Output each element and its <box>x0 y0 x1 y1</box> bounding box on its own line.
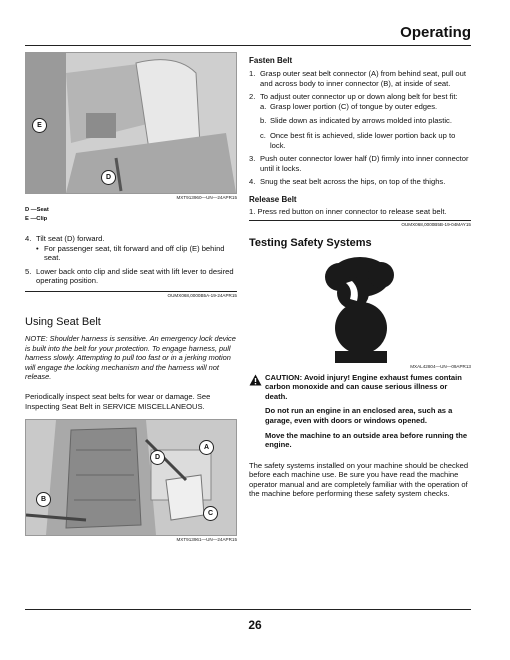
callout-c: C <box>203 506 218 521</box>
callout-a: A <box>199 440 214 455</box>
fasten-step-2: 2. To adjust outer connector up or down along belt for best fit: <box>249 92 458 102</box>
caution-text: Do not run an engine in an enclosed area, such as a garage, even with doors or windows opened. <box>265 406 453 425</box>
heading-fasten-belt: Fasten Belt <box>249 56 293 65</box>
caution-text: CAUTION: Avoid injury! Engine exhaust fumes contain carbon monoxide and can cause serious illness or death. <box>265 372 462 401</box>
fasten-sub-b: b. Slide down as indicated by arrows molded into plastic. <box>260 116 452 126</box>
fasten-step-1: 1. Grasp outer seat belt connector (A) from behind seat, pull out and across body to inner connector (B), at inside of seat. <box>249 69 466 88</box>
callout-b: B <box>36 492 51 507</box>
release-text: 1. Press red button on inner connector to release seat belt. <box>249 206 447 216</box>
figure-id: MXT913960—UN—24APR15 <box>176 195 237 200</box>
section-title-using-seat-belt: Using Seat Belt <box>25 315 101 328</box>
right-column <box>249 52 471 499</box>
callout-d: D <box>101 170 116 185</box>
caution-block <box>249 373 471 455</box>
fasten-sub-c: c. Once best fit is achieved, slide lower portion back up to lock. <box>260 130 456 150</box>
page-title: Operating <box>400 24 471 41</box>
fasten-step-4: 4. Snug the seat belt across the hips, on top of the thighs. <box>249 177 446 187</box>
heading-release-belt: Release Belt <box>249 194 297 204</box>
bullet-passenger-seat: • For passenger seat, tilt forward and off clip (E) behind seat. <box>36 243 225 263</box>
caution-text: Move the machine to an outside area before running the engine. <box>265 430 468 450</box>
exhaust-fumes-warning-icon <box>249 255 471 363</box>
reference-code: OUMX068,0000B5B-19-04MAY15 <box>249 220 471 227</box>
reference-code: OUMX068,0000B5A-19-24APR15 <box>25 291 237 298</box>
title-rule <box>25 45 471 46</box>
page-number: 26 <box>248 618 262 632</box>
note-shoulder-harness: NOTE: Shoulder harness is sensitive. An emergency lock device is built into the belt for your protection. To engage harness, pull harness slowly. Attempting to pull too fast or in a jerking motion will engage the locking mechanism and the harness will not release. <box>25 333 236 382</box>
callout-d: D <box>150 450 165 465</box>
section-title-testing-safety-systems: Testing Safety Systems <box>249 236 372 249</box>
closing-text: The safety systems installed on your machine should be checked before each machine use. Be sure you have read the machine operator manual and are completely familiar with the operation of the machine before performing these safety system checks. <box>249 460 469 499</box>
inspect-text: Periodically inspect seat belts for wear or damage. See Inspecting Seat Belt in SERVICE MISCELLANEOUS. <box>25 391 211 411</box>
bottom-rule <box>25 609 471 610</box>
figure-id: MXAL42804—UN—09APR13 <box>410 363 471 369</box>
seat-clip-photo <box>25 52 237 194</box>
step-4: 4. Tilt seat (D) forward. <box>25 234 105 243</box>
legend-clip: E —Clip <box>25 216 48 222</box>
figure-id: MXT913961—UN—24APR15 <box>176 537 237 543</box>
seat-belt-photo <box>25 419 237 536</box>
callout-e: E <box>32 118 47 133</box>
legend-seat: D —Seat <box>25 207 49 213</box>
fasten-step-3: 3. Push outer connector lower half (D) firmly into inner connector until it locks. <box>249 154 469 173</box>
step-5: 5. Lower back onto clip and slide seat with lift lever to desired operating position. <box>25 266 234 286</box>
warning-triangle-icon <box>249 373 265 455</box>
fasten-sub-a: a. Grasp lower portion (C) of tongue by outer edges. <box>260 101 438 111</box>
left-column <box>25 52 237 542</box>
